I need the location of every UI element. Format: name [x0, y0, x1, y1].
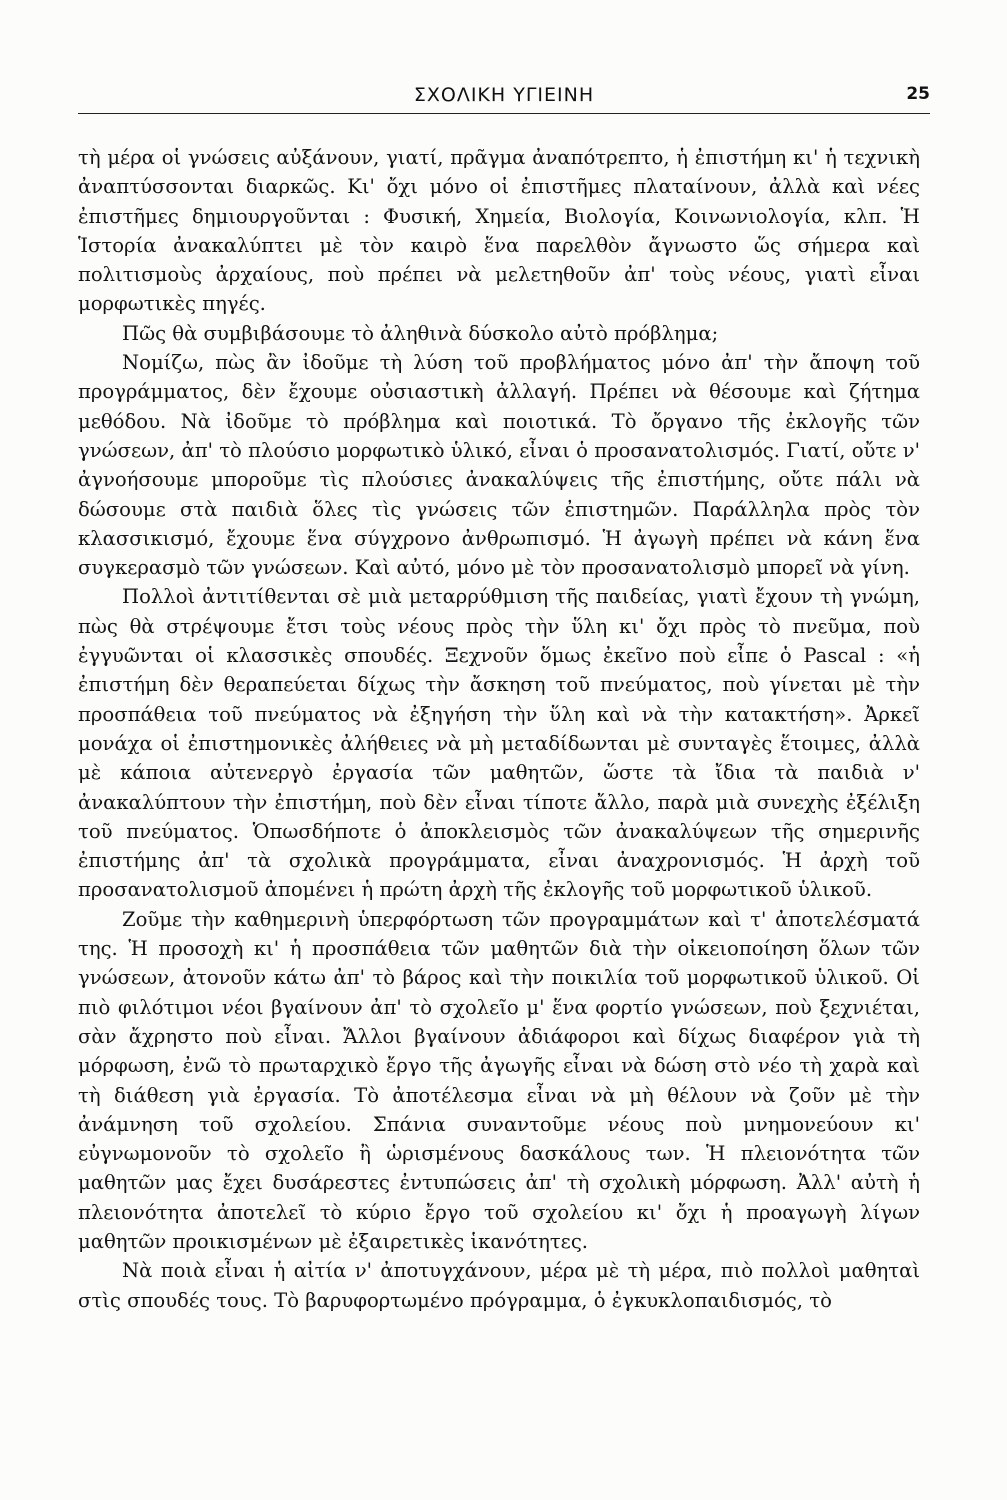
paragraph-6: Νὰ ποιὰ εἶναι ἡ αἰτία ν' ἀποτυγχάνουν, μέρα μὲ τὴ μέρα, πιὸ πολλοὶ μαθηταὶ στὶς σπουδές τους. Τὸ βαρυφορτωμένο πρόγραμμα, ὁ ἐγκυκλοπαιδισμός, τὸ: [78, 1259, 920, 1312]
running-header: [78, 84, 930, 116]
header-rule: [78, 113, 930, 114]
paragraph-1: τὴ μέρα οἱ γνώσεις αὐξάνουν, γιατί, πρᾶγμα ἀναπότρεπτο, ἡ ἐπιστήμη κι' ἡ τεχνικὴ ἀναπτύσσονται διαρκῶς. Κι' ὄχι μόνο οἱ ἐπιστῆμες πλαταίνουν, ἀλλὰ καὶ νέες ἐπιστῆμες δημιουργοῦνται : Φυσική, Χημεία, Βιολογία, Κοινωνιολογία, κλπ. Ἡ Ἱστορία ἀνακαλύπτει μὲ τὸν καιρὸ ἕνα παρελθὸν ἄγνωστο ὥς σήμερα καὶ πολιτισμοὺς ἀρχαίους, ποὺ πρέπει νὰ μελετηθοῦν ἀπ' τοὺς νέους, γιατὶ εἶναι μορφωτικὲς πηγές.: [78, 146, 920, 316]
paragraph-2: Πῶς θὰ συμβιβάσουμε τὸ ἀληθινὰ δύσκολο αὐτὸ πρόβλημα;: [122, 321, 719, 345]
paragraph-4: Πολλοὶ ἀντιτίθενται σὲ μιὰ μεταρρύθμιση τῆς παιδείας, γιατὶ ἔχουν τὴ γνώμη, πὼς θὰ στρέψουμε ἔτσι τοὺς νέους πρὸς τὴν ὕλη κι' ὄχι πρὸς τὸ πνεῦμα, ποὺ ἐγγυῶνται οἱ κλασσικὲς σπουδές. Ξεχνοῦν ὅμως ἐκεῖνο ποὺ εἶπε ὁ Pascal : «ἡ ἐπιστήμη δὲν θεραπεύεται δίχως τὴν ἄσκηση τοῦ πνεύματος, ποὺ γίνεται μὲ τὴν προσπάθεια τοῦ πνεύματος νὰ ἐξηγήση τὴν ὕλη καὶ νὰ τὴν κατακτήση». Ἀρκεῖ μονάχα οἱ ἐπιστημονικὲς ἀλήθειες νὰ μὴ μεταδίδωνται μὲ συνταγὲς ἕτοιμες, ἀλλὰ μὲ κάποια αὐτενεργὸ ἐργασία τῶν μαθητῶν, ὥστε τὰ ἴδια τὰ παιδιὰ ν' ἀνακαλύπτουν τὴν ἐπιστήμη, ποὺ δὲν εἶναι τίποτε ἄλλο, παρὰ μιὰ συνεχὴς ἐξέλιξη τοῦ πνεύματος. Ὁπωσδήποτε ὁ ἀποκλεισμὸς τῶν ἀνακαλύψεων τῆς σημερινῆς ἐπιστήμης ἀπ' τὰ σχολικὰ προγράμματα, εἶναι ἀναχρονισμός. Ἡ ἀρχὴ τοῦ προσανατολισμοῦ ἀπομένει ἡ πρώτη ἀρχὴ τῆς ἐκλογῆς τοῦ μορφωτικοῦ ὑλικοῦ.: [78, 585, 920, 902]
paragraph-5: Ζοῦμε τὴν καθημερινὴ ὑπερφόρτωση τῶν προγραμμάτων καὶ τ' ἀποτελέσματά της. Ἡ προσοχὴ κι' ἡ προσπάθεια τῶν μαθητῶν διὰ τὴν οἰκειοποίηση ὅλων τῶν γνώσεων, ἀτονοῦν κάτω ἀπ' τὸ βάρος καὶ τὴν ποικιλία τοῦ μορφωτικοῦ ὑλικοῦ. Οἱ πιὸ φιλότιμοι νέοι βγαίνουν ἀπ' τὸ σχολεῖο μ' ἕνα φορτίο γνώσεων, ποὺ ξεχνιέται, σὰν ἄχρηστο ποὺ εἶναι. Ἄλλοι βγαίνουν ἀδιάφοροι καὶ δίχως διαφέρον γιὰ τὴ μόρφωση, ἐνῶ τὸ πρωταρχικὸ ἔργο τῆς ἀγωγῆς εἶναι νὰ δώση στὸ νέο τὴ χαρὰ καὶ τὴ διάθεση γιὰ ἐργασία. Τὸ ἀποτέλεσμα εἶναι νὰ μὴ θέλουν νὰ ζοῦν μὲ τὴν ἀνάμνηση τοῦ σχολείου. Σπάνια συναντοῦμε νέους ποὺ μνημονεύουν κι' εὐγνωμονοῦν τὸ σχολεῖο ἢ ὡρισμένους δασκάλους των. Ἡ πλειονότητα τῶν μαθητῶν μας ἔχει δυσάρεστες ἐντυπώσεις ἀπ' τὴ σχολικὴ μόρφωση. Ἀλλ' αὐτὴ ἡ πλειονότητα ἀποτελεῖ τὸ κύριο ἔργο τοῦ σχολείου κι' ὄχι ἡ προαγωγὴ λίγων μαθητῶν προικισμένων μὲ ἐξαιρετικὲς ἱκανότητες.: [78, 907, 920, 1253]
running-title: ΣΧΟΛΙΚΗ ΥΓΙΕΙΝΗ: [413, 84, 595, 106]
page-number: 25: [906, 84, 930, 104]
paragraph-3: Νομίζω, πὼς ἂν ἰδοῦμε τὴ λύση τοῦ προβλήματος μόνο ἀπ' τὴν ἄποψη τοῦ προγράμματος, δὲν ἔχουμε οὐσιαστικὴ ἀλλαγή. Πρέπει νὰ θέσουμε καὶ ζήτημα μεθόδου. Νὰ ἰδοῦμε τὸ πρόβλημα καὶ ποιοτικά. Τὸ ὄργανο τῆς ἐκλογῆς τῶν γνώσεων, ἀπ' τὸ πλούσιο μορφωτικὸ ὑλικό, εἶναι ὁ προσανατολισμός. Γιατί, οὔτε ν' ἀγνοήσουμε μποροῦμε τὶς πλούσιες ἀνακαλύψεις τῆς ἐπιστήμης, οὔτε πάλι νὰ δώσουμε στὰ παιδιὰ ὅλες τὶς γνώσεις τῶν ἐπιστημῶν. Παράλληλα πρὸς τὸν κλασσικισμό, ἔχουμε ἕνα σύγχρονο ἀνθρωπισμό. Ἡ ἀγωγὴ πρέπει νὰ κάνη ἕνα συγκερασμὸ τῶν γνώσεων. Καὶ αὐτό, μόνο μὲ τὸν προσανατολισμὸ μπορεῖ νὰ γίνη.: [78, 351, 920, 580]
body-text: [78, 143, 920, 1315]
